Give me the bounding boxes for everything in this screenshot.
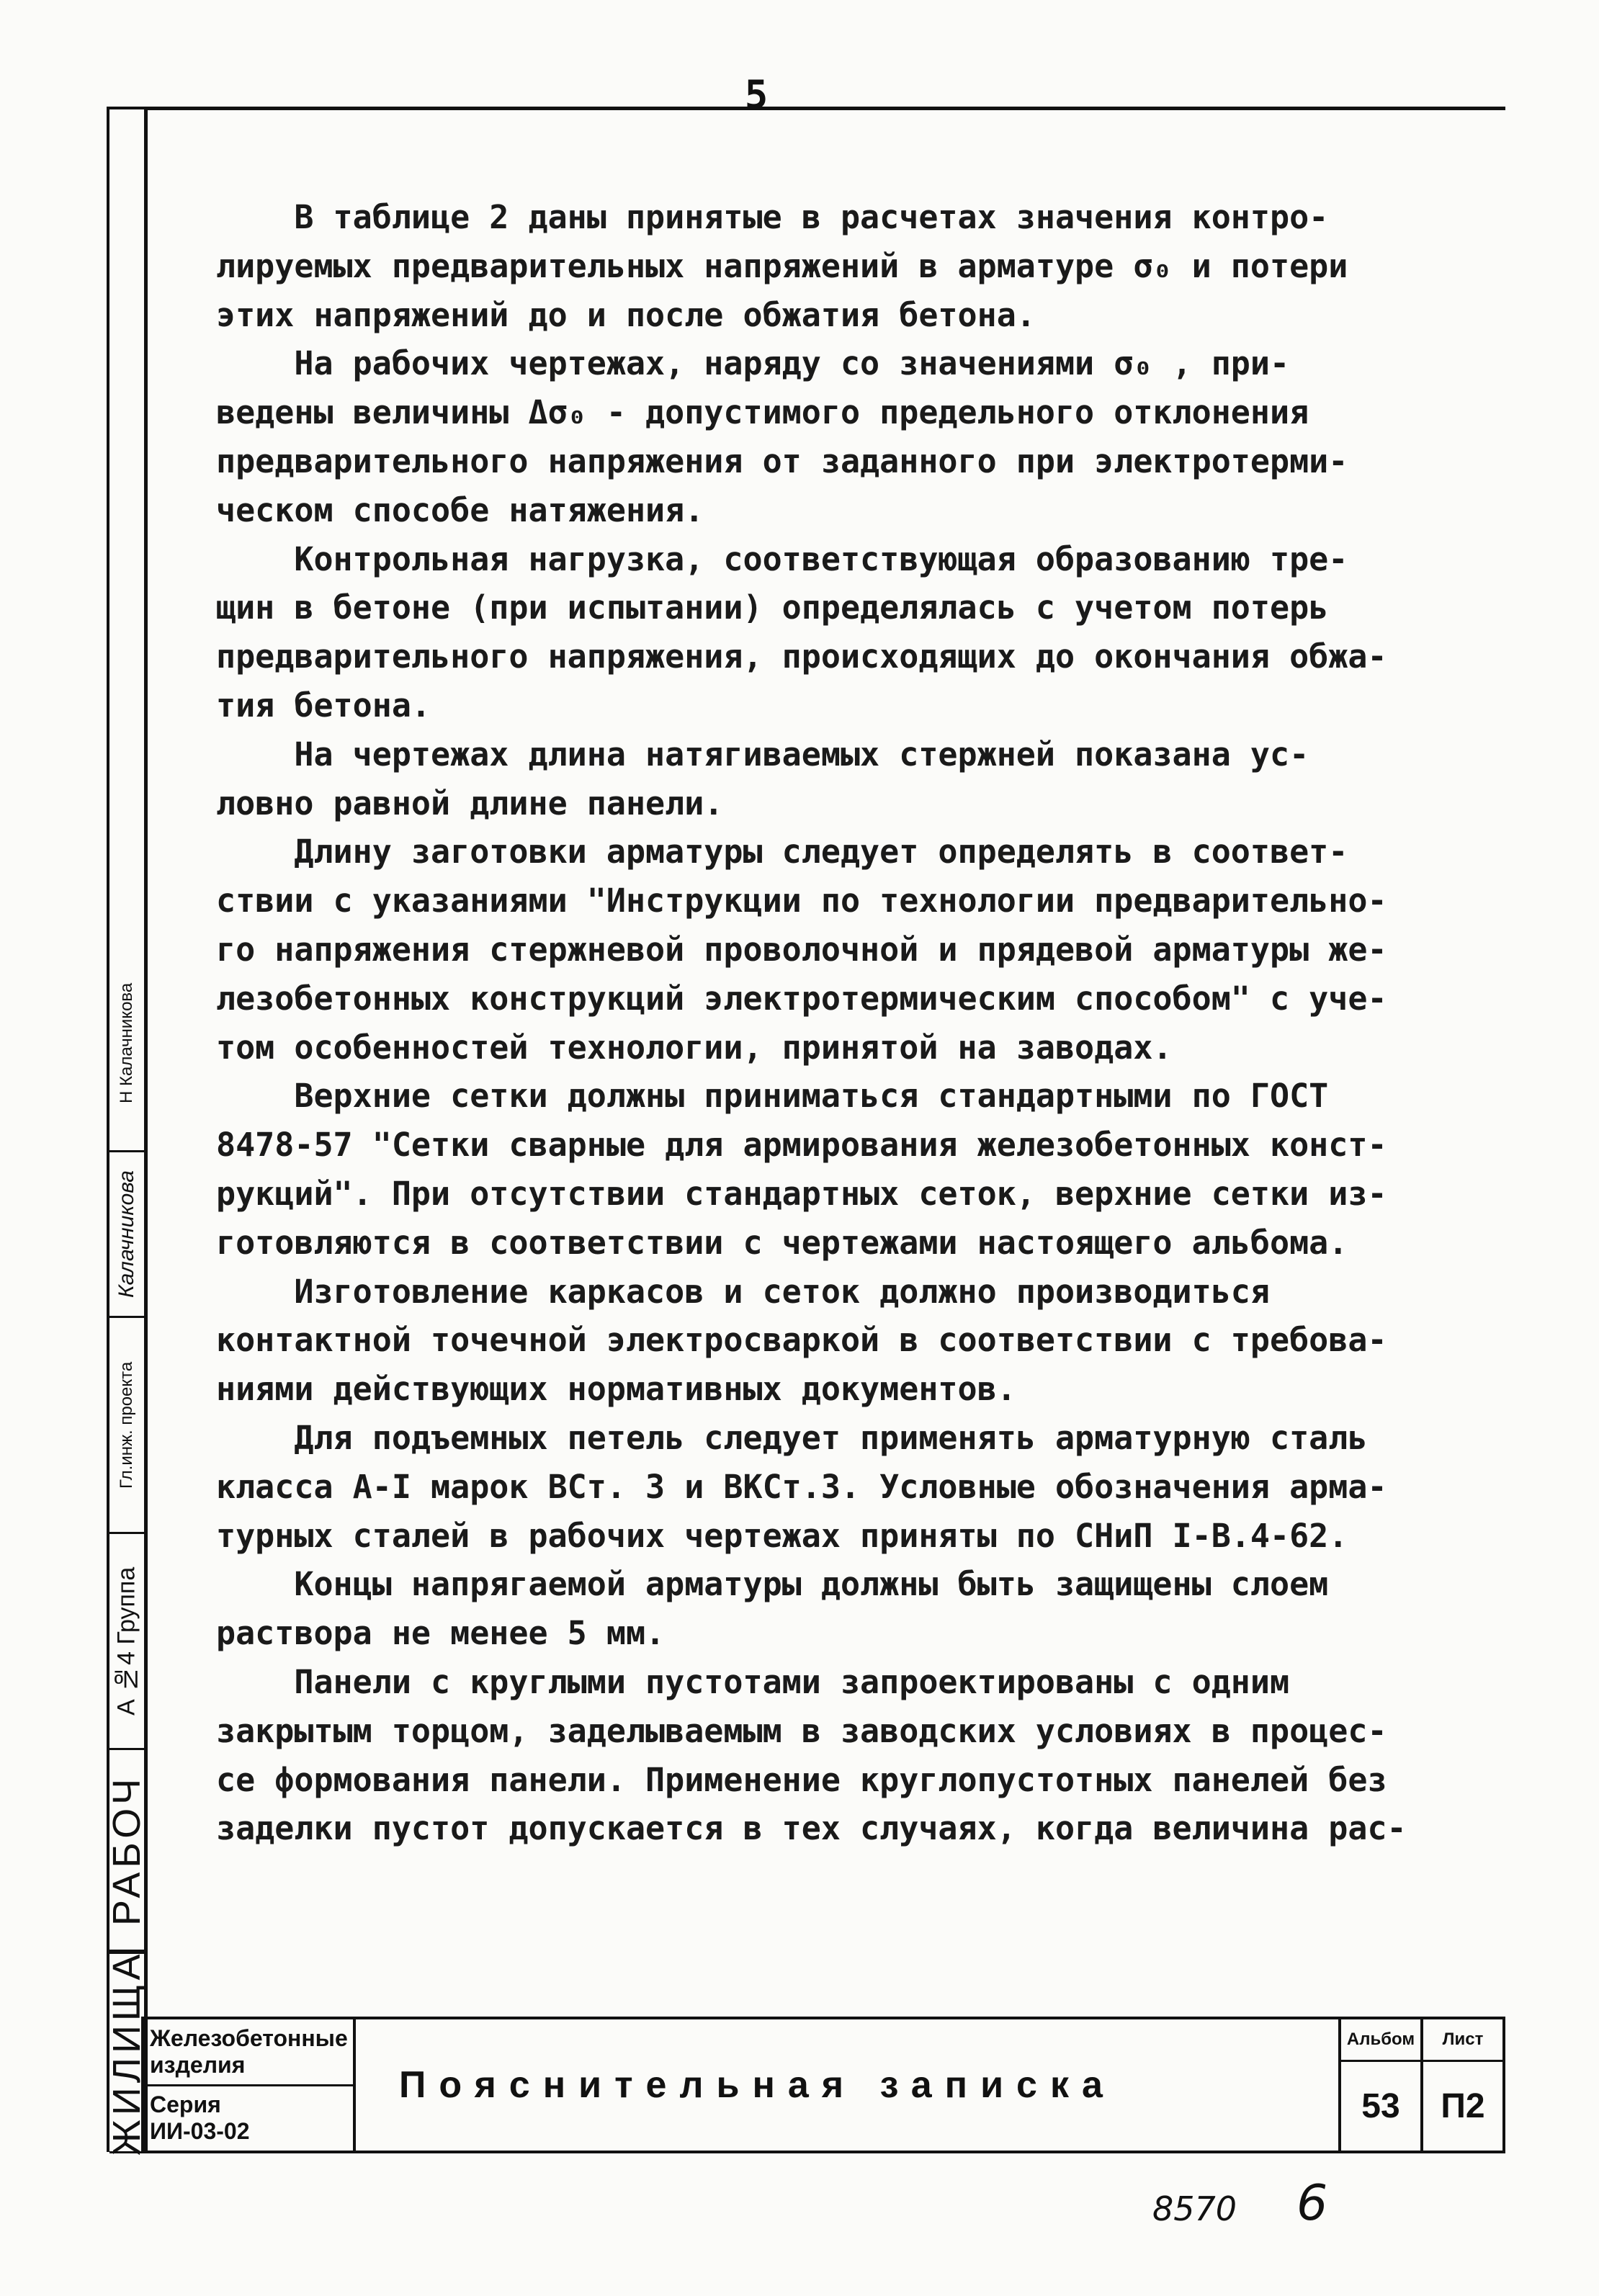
page-number: 5 [744,72,769,117]
strip-signature: Калачникова [109,1152,144,1318]
album-value: 53 [1361,2087,1400,2125]
p5-line2: ствии с указаниями "Инструкции по технологии предварительно- [216,882,1387,920]
p3-line4: тия бетона. [216,686,431,725]
strip-group: А №4 Группа [109,1534,144,1750]
p2-line2: ведены величины Δσ₀ - допустимого предельного отклонения [216,393,1309,432]
p8-line2: класса А-I марок ВСт. 3 и ВКСт.3. Условные обозначения арма- [216,1467,1387,1506]
sheet-value: П2 [1441,2087,1485,2125]
p6-line2: 8478-57 "Сетки сварные для армирования железобетонных конст- [216,1126,1387,1165]
strip-name: Н Калачникова [109,936,144,1152]
p9-line1: Концы напрягаемой арматуры должны быть защищены слоем [216,1565,1329,1604]
document-body [216,193,1505,1853]
p3-line1: Контрольная нагрузка, соответствующая образованию тре- [216,539,1348,578]
p1-line3: этих напряжений до и после обжатия бетона. [216,295,1036,334]
stamp-number: 8570 [1152,2189,1237,2228]
p5-line1: Длину заготовки арматуры следует определять в соответ- [216,833,1348,871]
sheet-col [1420,2019,1502,2151]
p10-line4: заделки пустот допускается в тех случаях, когда величина рас- [216,1809,1407,1848]
p7-line2: контактной точечной электросваркой в соответствии с требова- [216,1321,1387,1360]
p5-line5: том особенностей технологии, принятой на заводах. [216,1028,1173,1067]
p10-line1: Панели с круглыми пустотами запроектированы с одним [216,1662,1290,1701]
p5-line4: лезобетонных конструкций электротермическим способом" с уче- [216,979,1387,1018]
p4-line2: ловно равной длине панели. [216,784,724,822]
p6-line4: готовляются в соответствии с чертежами настоящего альбома. [216,1223,1348,1262]
album-label: Альбом [1341,2019,1420,2062]
handwritten-number: 6 [1296,2175,1328,2232]
p8-line1: Для подъемных петель следует применять арматурную сталь [216,1418,1368,1457]
title-block [141,2017,1505,2153]
p4-line1: На чертежах длина натягиваемых стержней показана ус- [216,735,1309,773]
p8-line3: турных сталей в рабочих чертежах приняты по СНиП I-В.4-62. [216,1516,1348,1555]
p3-line3: предварительного напряжения, происходящих до окончания обжа- [216,637,1387,676]
p7-line3: ниями действующих нормативных документов. [216,1370,1016,1409]
series-cell [144,2084,353,2151]
p10-line2: закрытым торцом, заделываемым в заводских условиях в процес- [216,1711,1387,1750]
strip-word-rabochie: РАБОЧ [109,1750,144,1952]
p6-line1: Верхние сетки должны приниматься стандартными по ГОСТ [216,1077,1329,1116]
p9-line2: раствора не менее 5 мм. [216,1614,666,1653]
p7-line1: Изготовление каркасов и сеток должно производиться [216,1272,1270,1311]
strip-word-zhilishcha: ЖИЛИЩА [105,1950,148,2156]
p2-line4: ческом способе натяжения. [216,490,704,529]
category-cell [144,2019,353,2084]
title-block-left [144,2019,356,2151]
p3-line2: щин в бетоне (при испытании) определялась с учетом потерь [216,588,1329,627]
title-block-right [1338,2019,1502,2151]
series-label: Серия [150,2091,221,2118]
p2-line3: предварительного напряжения от заданного при электротерми- [216,441,1348,480]
p1-line2: лируемых предварительных напряжений в арматуре σ₀ и потери [216,246,1348,285]
document-title: Пояснительная записка [399,2064,1116,2106]
category-line2: изделия [150,2051,246,2078]
category-line1: Железобетонные [150,2024,348,2051]
p6-line3: рукций". При отсутствии стандартных сеток, верхние сетки из- [216,1174,1387,1213]
sheet-label: Лист [1423,2019,1502,2062]
album-col [1338,2019,1420,2151]
p5-line3: го напряжения стержневой проволочной и прядевой арматуры же- [216,930,1387,969]
p10-line3: се формования панели. Применение круглопустотных панелей без [216,1760,1387,1799]
p2-line1: На рабочих чертежах, наряду со значениями σ₀ , при- [216,344,1290,383]
strip-role: Гл.инж. проекта [109,1318,144,1534]
series-value: ИИ-03-02 [150,2118,250,2145]
p1-line1: В таблице 2 даны принятые в расчетах значения контро- [216,198,1329,236]
